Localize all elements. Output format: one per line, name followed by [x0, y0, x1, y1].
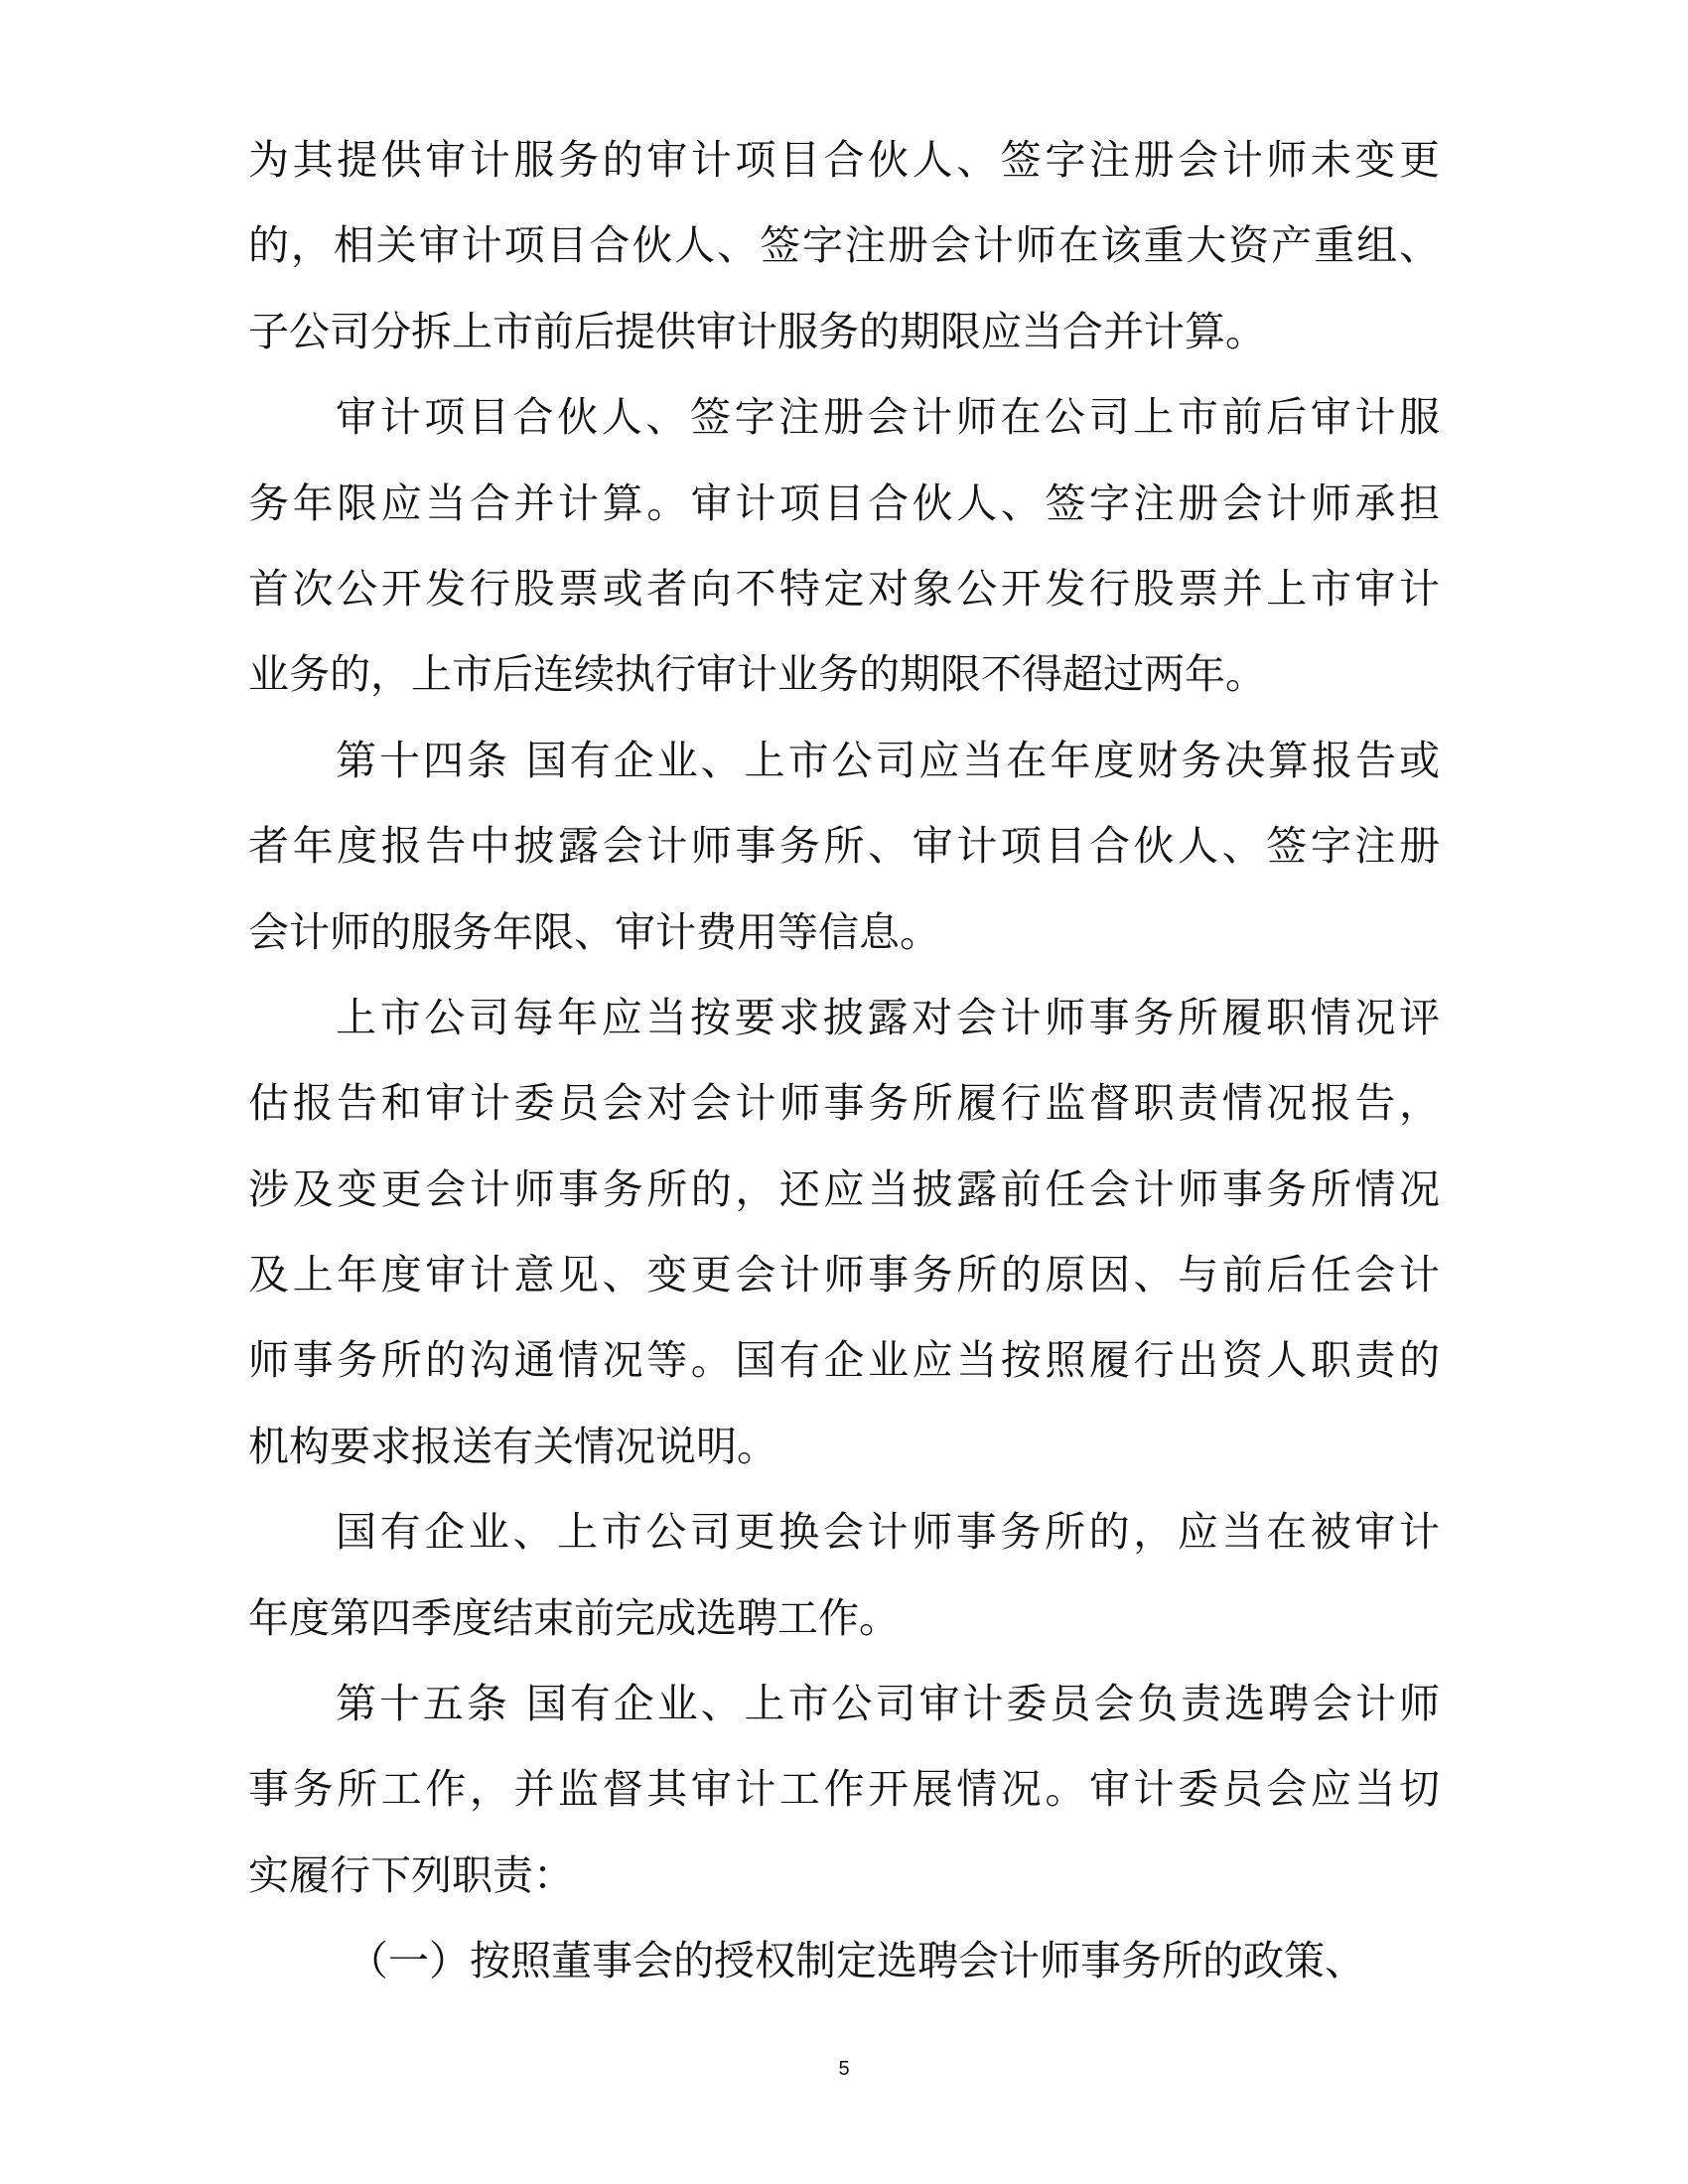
- page-number: 5: [838, 2058, 850, 2080]
- text-line: 业务的，上市后连续执行审计业务的期限不得超过两年。: [248, 650, 1266, 699]
- article-15-heading-line: 第十五条 国有企业、上市公司审计委员会负责选聘会计师: [336, 1680, 1440, 1728]
- article-14-heading-line: 第十四条 国有企业、上市公司应当在年度财务决算报告或: [336, 736, 1440, 784]
- document-body: [248, 117, 1440, 2004]
- text-line: 者年度报告中披露会计师事务所、审计项目合伙人、签字注册: [248, 822, 1440, 871]
- text-line: 首次公开发行股票或者向不特定对象公开发行股票并上市审计: [248, 564, 1440, 613]
- text-line: 国有企业、上市公司更换会计师事务所的，应当在被审计: [336, 1508, 1440, 1557]
- text-line: 上市公司每年应当按要求披露对会计师事务所履职情况评: [336, 993, 1440, 1041]
- text-line: 会计师的服务年限、审计费用等信息。: [248, 907, 940, 956]
- text-line: 子公司分拆上市前后提供审计服务的期限应当合并计算。: [248, 307, 1266, 355]
- text-line: 审计项目合伙人、签字注册会计师在公司上市前后审计服: [336, 393, 1440, 442]
- text-line: 机构要求报送有关情况说明。: [248, 1422, 777, 1470]
- text-line: 事务所工作，并监督其审计工作开展情况。审计委员会应当切: [248, 1765, 1440, 1814]
- text-line: 估报告和审计委员会对会计师事务所履行监督职责情况报告，: [248, 1079, 1440, 1128]
- text-line: 实履行下列职责：: [248, 1850, 574, 1899]
- text-line: 涉及变更会计师事务所的，还应当披露前任会计师事务所情况: [248, 1164, 1440, 1213]
- text-line: 的，相关审计项目合伙人、签字注册会计师在该重大资产重组、: [248, 221, 1440, 270]
- text-line: 及上年度审计意见、变更会计师事务所的原因、与前后任会计: [248, 1251, 1440, 1299]
- text-line: 师事务所的沟通情况等。国有企业应当按照履行出资人职责的: [248, 1336, 1440, 1385]
- list-item-1-line: （一）按照董事会的授权制定选聘会计师事务所的政策、: [348, 1937, 1365, 1985]
- text-line: 为其提供审计服务的审计项目合伙人、签字注册会计师未变更: [248, 136, 1440, 184]
- text-line: 务年限应当合并计算。审计项目合伙人、签字注册会计师承担: [248, 478, 1440, 527]
- text-line: 年度第四季度结束前完成选聘工作。: [248, 1593, 900, 1642]
